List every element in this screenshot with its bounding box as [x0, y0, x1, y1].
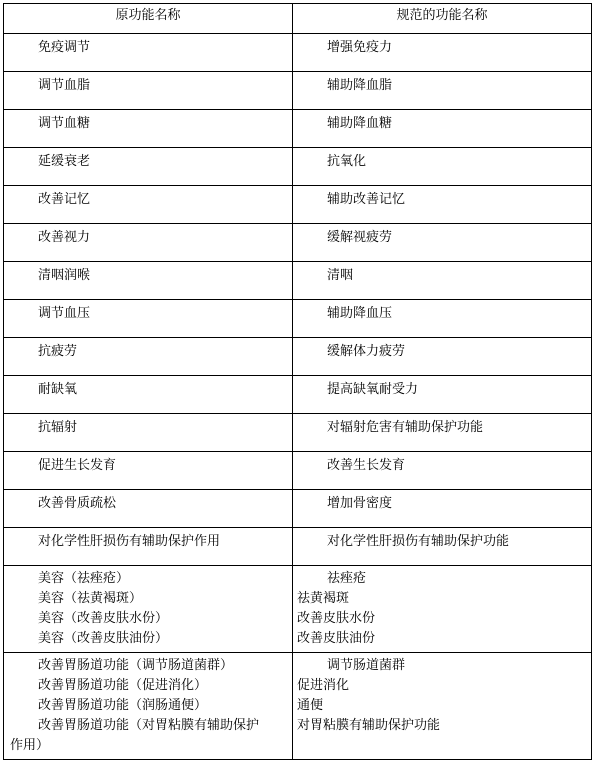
table-row [4, 34, 592, 72]
table-row [4, 110, 592, 148]
table-row [4, 148, 592, 186]
table-row [4, 224, 592, 262]
original-name-cell: 调节血糖 [4, 110, 293, 148]
original-name-line: 改善胃肠道功能（对胃粘膜有辅助保护 [38, 718, 260, 733]
original-name-line: 改善胃肠道功能（润肠通便） [38, 698, 208, 713]
table-row [4, 186, 592, 224]
standard-name-cell: 缓解视疲劳 [293, 224, 592, 262]
original-name-cell: 对化学性肝损伤有辅助保护作用 [4, 528, 293, 566]
standard-name-line: 改善皮肤油份 [297, 631, 376, 646]
standard-name-cell: 增加骨密度 [293, 490, 592, 528]
standard-name-cell: 辅助改善记忆 [293, 186, 592, 224]
table-row [4, 300, 592, 338]
original-name-cell [4, 566, 293, 653]
original-name-cell: 调节血脂 [4, 72, 293, 110]
table-row [4, 452, 592, 490]
standard-name-line: 调节肠道菌群 [327, 658, 406, 673]
standard-name-line: 祛黄褐斑 [297, 591, 350, 606]
original-name-line: 美容（改善皮肤水份） [38, 611, 169, 626]
original-name-cell: 改善记忆 [4, 186, 293, 224]
table-row [4, 490, 592, 528]
standard-name-line: 对胃粘膜有辅助保护功能 [297, 718, 441, 733]
standard-name-cell: 提高缺氧耐受力 [293, 376, 592, 414]
header-original-name: 原功能名称 [4, 4, 293, 34]
original-name-line: 美容（祛黄褐斑） [38, 591, 143, 606]
standard-name-cell: 对化学性肝损伤有辅助保护功能 [293, 528, 592, 566]
standard-name-cell: 清咽 [293, 262, 592, 300]
standard-name-cell: 增强免疫力 [293, 34, 592, 72]
standard-name-cell: 缓解体力疲劳 [293, 338, 592, 376]
standard-name-cell: 抗氧化 [293, 148, 592, 186]
table-row [4, 414, 592, 452]
standard-name-cell: 辅助降血压 [293, 300, 592, 338]
original-name-cell: 改善视力 [4, 224, 293, 262]
table-row [4, 528, 592, 566]
header-standard-name: 规范的功能名称 [293, 4, 592, 34]
table-row [4, 376, 592, 414]
table-row [4, 72, 592, 110]
original-name-cell: 抗疲劳 [4, 338, 293, 376]
header-row [4, 4, 592, 34]
original-name-line: 改善胃肠道功能（促进消化） [38, 678, 208, 693]
original-name-line: 美容（改善皮肤油份） [38, 631, 169, 646]
standard-name-line: 祛痤疮 [327, 571, 367, 586]
standard-name-cell [293, 566, 592, 653]
original-name-cell: 免疫调节 [4, 34, 293, 72]
original-name-line: 美容（祛痤疮） [38, 571, 130, 586]
standard-name-cell: 辅助降血糖 [293, 110, 592, 148]
table-row-beauty-group [4, 566, 592, 653]
original-name-line: 改善胃肠道功能（调节肠道菌群） [38, 658, 234, 673]
function-name-table [3, 3, 592, 760]
table-row-gut-group [4, 653, 592, 760]
standard-name-cell: 辅助降血脂 [293, 72, 592, 110]
original-name-cell: 抗辐射 [4, 414, 293, 452]
standard-name-line: 促进消化 [297, 678, 350, 693]
standard-name-cell: 对辐射危害有辅助保护功能 [293, 414, 592, 452]
original-name-line: 作用） [10, 738, 50, 753]
standard-name-line: 通便 [297, 698, 324, 713]
standard-name-cell [293, 653, 592, 760]
table-row [4, 338, 592, 376]
original-name-cell: 调节血压 [4, 300, 293, 338]
original-name-cell: 延缓衰老 [4, 148, 293, 186]
original-name-cell: 清咽润喉 [4, 262, 293, 300]
standard-name-line: 改善皮肤水份 [297, 611, 376, 626]
original-name-cell: 耐缺氧 [4, 376, 293, 414]
table-row [4, 262, 592, 300]
original-name-cell: 促进生长发育 [4, 452, 293, 490]
original-name-cell [4, 653, 293, 760]
standard-name-cell: 改善生长发育 [293, 452, 592, 490]
original-name-cell: 改善骨质疏松 [4, 490, 293, 528]
